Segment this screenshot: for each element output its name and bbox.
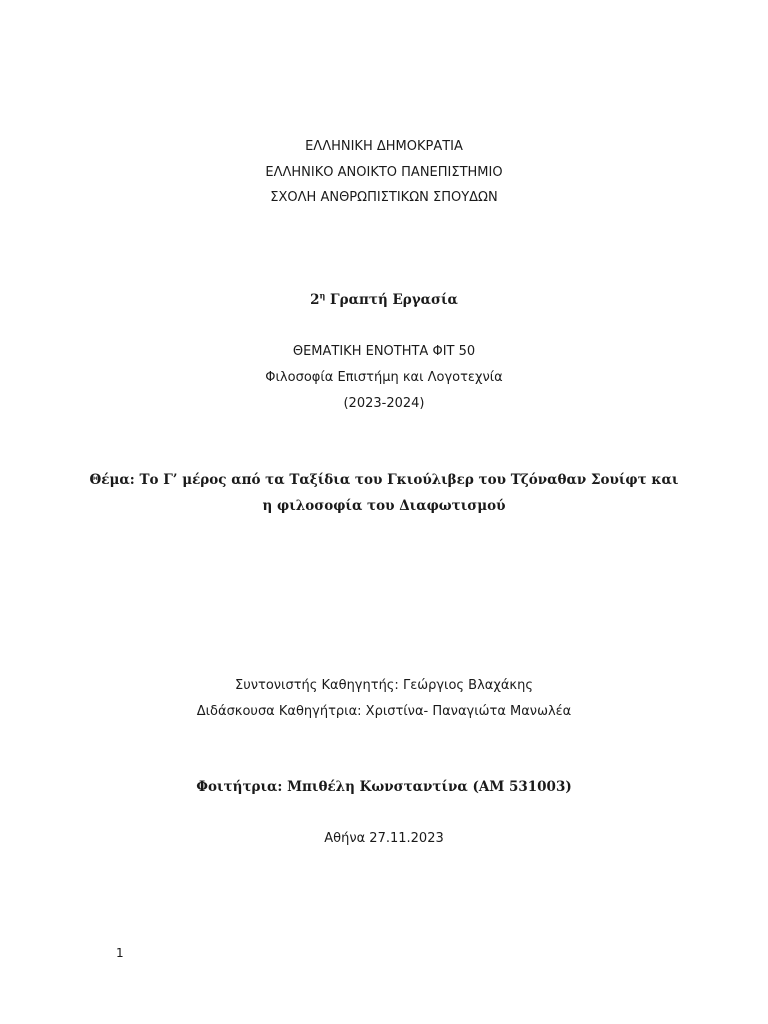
module-name: Φιλοσοφία Επιστήμη και Λογοτεχνία <box>265 370 503 385</box>
assignment-superscript: η <box>319 290 326 301</box>
topic-line-2: η φιλοσοφία του Διαφωτισμού <box>262 498 506 514</box>
module-code: ΘΕΜΑΤΙΚΗ ΕΝΟΤΗΤΑ ΦΙΤ 50 <box>292 344 476 359</box>
header-line-republic: ΕΛΛΗΝΙΚΗ ΔΗΜΟΚΡΑΤΙΑ <box>305 139 463 154</box>
student-line: Φοιτήτρια: Μπιθέλη Κωνσταντίνα (ΑΜ 531003) <box>196 779 572 795</box>
topic-line-1: Θέμα: Το Γ’ μέρος από τα Ταξίδια του Γκιούλιβερ του Τζόναθαν Σουίφτ και <box>89 472 679 488</box>
assignment-label: Γραπτή Εργασία <box>330 292 458 308</box>
place-date: Αθήνα 27.11.2023 <box>324 831 444 846</box>
header-line-university: ΕΛΛΗΝΙΚΟ ΑΝΟΙΚΤΟ ΠΑΝΕΠΙΣΤΗΜΙΟ <box>265 165 503 180</box>
academic-year: (2023-2024) <box>343 396 425 411</box>
assignment-number: 2 <box>310 292 320 308</box>
instructor-line: Διδάσκουσα Καθηγήτρια: Χριστίνα- Παναγιώτα Μανωλέα <box>196 704 572 719</box>
page-number: 1 <box>116 946 124 960</box>
assignment-title <box>0 291 768 309</box>
header-line-school: ΣΧΟΛΗ ΑΝΘΡΩΠΙΣΤΙΚΩΝ ΣΠΟΥΔΩΝ <box>270 190 498 205</box>
coordinator-line: Συντονιστής Καθηγητής: Γεώργιος Βλαχάκης <box>235 678 533 693</box>
